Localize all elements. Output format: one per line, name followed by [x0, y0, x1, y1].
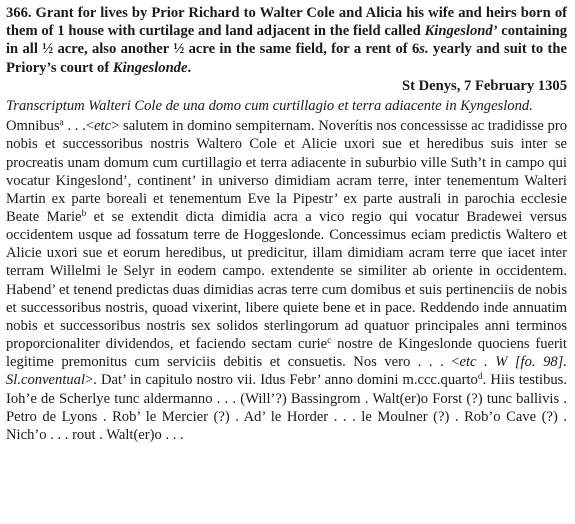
- etc-abbrev-1: etc: [94, 118, 112, 135]
- footnote-marker-d: d: [477, 372, 483, 383]
- text-segment-3: > salutem in domino sempiternam. Noverítis nos concessisse ac tradidisse pro nobis et successoribus nostris Waltero Cole et Alicie uxori sue et heredibus suis inter se procreatis unam domum cum curtillagio et terra adiacente in suburbio ville Suth’t in campo qui vocatur Kingeslond’, continent’ in universo dimidiam acram terre, inter tenementum Walteri Martin ex parte boreali et tenementum Eve la Pipestr’ ex parte australi in parochia ecclesie Beate Marie: [6, 118, 568, 225]
- heading-numeral-one: 1: [57, 23, 65, 40]
- heading-text-2: house with curtilage and land adjacent in the field called: [64, 23, 425, 40]
- text-segment-7: . Hiis testibus. Ioh’e de Scherlye tunc aldermanno . . . (Will’?) Bassingrom . Walt(er)o Forst (?) tunc ballivis . Petro de Lyons . Rob’ le Mercier (?) . Ad’ le Horder . . . le Moulner (?) . Rob’o Cave (?) . Nich’o . . . rout . Walt(er)o . . .: [6, 372, 567, 443]
- heading-text-1: Grant for lives by Prior Richard to Walter Cole and Alicia his wife and heirs born of them of: [6, 5, 567, 40]
- dateline: St Denys, 7 February 1305: [402, 77, 567, 94]
- text-segment-5: nostre de Kingeslonde quociens fuerit legitime premonitus cum serviciis debitis et consuetis. Nos vero . . . <: [6, 336, 567, 371]
- entry-heading: [6, 4, 567, 77]
- footnote-marker-a: a: [59, 118, 64, 129]
- entry-number: 366.: [6, 5, 32, 21]
- heading-place-kingeslonde: Kingeslonde: [112, 59, 188, 76]
- heading-place-kingeslond: Kingeslond’: [424, 23, 498, 40]
- text-segment-1: Omnibus: [6, 118, 60, 135]
- rubric: Transcriptum Walteri Cole de una domo cum curtillagio et terra adiacente in Kyngeslond.: [6, 98, 533, 115]
- text-segment-2: . . .<: [63, 118, 95, 135]
- heading-text-3: containing in all ½ acre, also another ½ acre in the same field, for a rent of 6: [6, 23, 567, 58]
- heading-text-5: .: [187, 59, 192, 76]
- text-segment-6: >. Dat’ in capitulo nostro vii. Idus Febr’ anno domini m.ccc.quarto: [85, 372, 478, 389]
- text-segment-4: et se extendit dicta dimidia acra a vico regio qui vocatur Bradewei versus occidentem usque ad fossatum terre de Hoggeslonde. Concessimus eciam predictis Waltero et Alicie uxori sue et eorum heredibus, ut predicitur, illam dimidiam acram terre que iacet inter terram Willelmi le Selyr in eodem campo. extendente se similiter ab oriente in occidentem. Habend’ et tenend predictas duas dimidias acras terre cum domibus et suis pertinenciis de nobis et successoribus nostris, quoad vixerint, libere quiete bene et in pace. Reddendo inde annuatim nobis et successoribus nostris sex solidos sterlingorum ad quatuor principales anni terminos proporcionaliter dividendos, et faciendo sectam curie: [6, 209, 567, 353]
- heading-shillings: s.: [419, 41, 429, 58]
- footnote-marker-c: c: [327, 336, 332, 347]
- footnote-marker-b: b: [81, 209, 87, 219]
- etc-abbrev-2: etc . W [fo. 98]. Sl.conventual: [6, 354, 567, 389]
- heading-text-4: yearly and suit to the Priory’s court of: [6, 41, 567, 76]
- charter-text: [6, 117, 567, 444]
